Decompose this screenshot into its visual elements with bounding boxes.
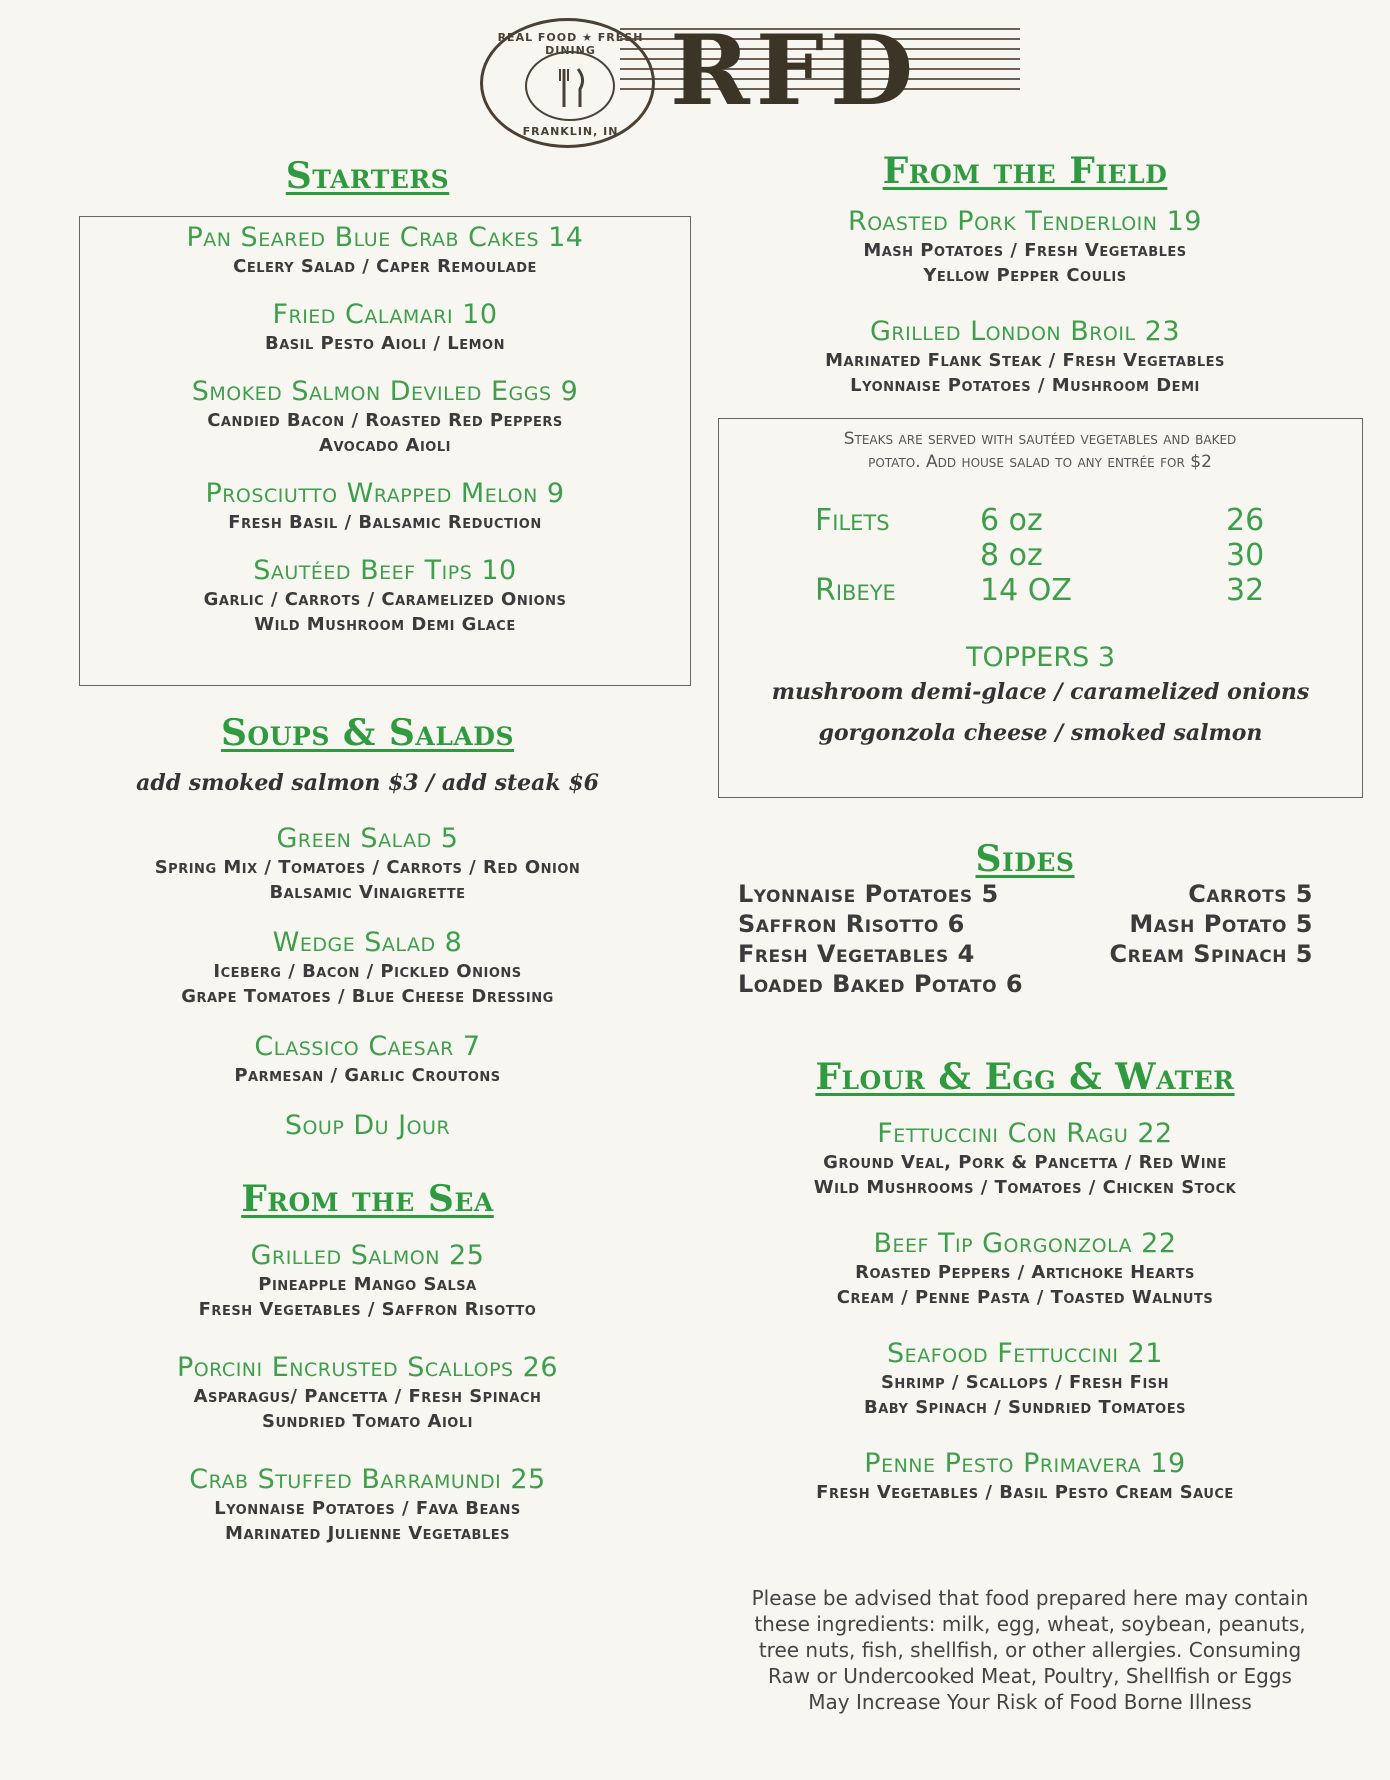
menu-item-description: Wild Mushrooms / Tomatoes / Chicken Stock — [813, 1177, 1237, 1198]
menu-item-name: Grilled London Broil 23 — [869, 316, 1180, 347]
steak-size: 8 oz — [980, 538, 1043, 573]
from-the-field-list — [730, 206, 1320, 426]
soups-salads-addons: add smoked salmon $3 / add steak $6 — [136, 770, 599, 796]
menu-item — [60, 823, 675, 905]
disclaimer-line: Please be advised that food prepared here may contain — [751, 1586, 1309, 1610]
pasta-heading: Flour & Egg & Water — [815, 1056, 1235, 1098]
menu-item — [80, 222, 690, 279]
menu-item — [80, 478, 690, 535]
starters-list — [80, 222, 690, 657]
restaurant-logo — [470, 8, 1030, 158]
menu-item — [80, 376, 690, 458]
side-item: Mash Potato 5 — [1129, 910, 1313, 938]
menu-item-description: Marinated Flank Steak / Fresh Vegetables — [825, 350, 1225, 371]
seal-bottom-text: FRANKLIN, IN — [522, 125, 619, 138]
menu-item-description: Lyonnaise Potatoes / Fava Beans — [214, 1498, 521, 1519]
disclaimer-line: Raw or Undercooked Meat, Poultry, Shellfish or Eggs — [768, 1664, 1292, 1688]
starters-heading: Starters — [285, 155, 450, 197]
menu-item-description: Basil Pesto Aioli / Lemon — [265, 333, 505, 354]
menu-item-name: Wedge Salad 8 — [272, 927, 463, 958]
menu-item — [60, 927, 675, 1009]
menu-item — [730, 316, 1320, 398]
pasta-list — [725, 1118, 1325, 1533]
soups-salads-heading: Soups & Salads — [220, 712, 515, 754]
steak-size: 14 OZ — [980, 573, 1072, 608]
logo-seal — [480, 18, 655, 148]
menu-item-description: Wild Mushroom Demi Glace — [254, 614, 516, 635]
menu-item-name: Seafood Fettuccini 21 — [887, 1338, 1163, 1369]
soups-salads-list — [60, 823, 675, 1164]
menu-item-description: Baby Spinach / Sundried Tomatoes — [864, 1397, 1186, 1418]
menu-item-description: Ground Veal, Pork & Pancetta / Red Wine — [823, 1152, 1227, 1173]
from-the-field-heading: From the Field — [882, 150, 1168, 192]
menu-item-description: Spring Mix / Tomatoes / Carrots / Red Onion — [154, 857, 581, 878]
menu-item-description: Fresh Vegetables / Saffron Risotto — [198, 1299, 537, 1320]
steak-size: 6 oz — [980, 503, 1043, 538]
menu-item — [725, 1448, 1325, 1505]
menu-item-description: Grape Tomatoes / Blue Cheese Dressing — [181, 986, 554, 1007]
menu-item — [60, 1031, 675, 1088]
steak-cut-label: Filets — [815, 503, 890, 538]
menu-item-description: Garlic / Carrots / Caramelized Onions — [203, 589, 567, 610]
side-item: Fresh Vegetables 4 — [738, 940, 975, 968]
menu-item-name: Green Salad 5 — [276, 823, 459, 854]
menu-item-name: Fettuccini Con Ragu 22 — [877, 1118, 1173, 1149]
menu-item-name: Smoked Salmon Deviled Eggs 9 — [191, 376, 579, 407]
side-item: Saffron Risotto 6 — [738, 910, 965, 938]
menu-item-description: Yellow Pepper Coulis — [923, 265, 1127, 286]
menu-item — [730, 206, 1320, 288]
logo-wordmark: RFD — [670, 14, 920, 127]
menu-item-description: Sundried Tomato Aioli — [262, 1411, 473, 1432]
menu-item-description: Iceberg / Bacon / Pickled Onions — [213, 961, 522, 982]
disclaimer-line: May Increase Your Risk of Food Borne Illness — [808, 1690, 1252, 1714]
menu-item-description: Shrimp / Scallops / Fresh Fish — [880, 1372, 1170, 1393]
from-the-sea-heading: From the Sea — [241, 1178, 494, 1220]
menu-item-name: Sautéed Beef Tips 10 — [253, 555, 517, 586]
menu-item-name: Fried Calamari 10 — [272, 299, 498, 330]
menu-item-description: Balsamic Vinaigrette — [269, 882, 466, 903]
menu-item-description: Parmesan / Garlic Croutons — [234, 1065, 501, 1086]
menu-item-name: Roasted Pork Tenderloin 19 — [848, 206, 1202, 237]
seal-top-text: REAL FOOD ★ FRESH DINING — [497, 31, 644, 57]
menu-item-name: Prosciutto Wrapped Melon 9 — [205, 478, 565, 509]
side-item: Loaded Baked Potato 6 — [738, 970, 1024, 998]
allergy-disclaimer — [720, 1585, 1340, 1715]
steak-price: 30 — [1226, 538, 1265, 573]
menu-item-description: Lyonnaise Potatoes / Mushroom Demi — [850, 375, 1200, 396]
menu-item-description: Roasted Peppers / Artichoke Hearts — [855, 1262, 1195, 1283]
steak-price: 26 — [1226, 503, 1265, 538]
menu-item-name: Pan Seared Blue Crab Cakes 14 — [186, 222, 584, 253]
menu-item — [80, 555, 690, 637]
seal-inner-ring — [525, 51, 615, 121]
menu-item-name: Crab Stuffed Barramundi 25 — [189, 1464, 546, 1495]
side-item: Carrots 5 — [1188, 880, 1313, 908]
menu-item-description: Fresh Vegetables / Basil Pesto Cream Sauce — [816, 1482, 1234, 1503]
menu-item — [80, 299, 690, 356]
menu-item-description: Mash Potatoes / Fresh Vegetables — [863, 240, 1187, 261]
disclaimer-line: tree nuts, fish, shellfish, or other allergies. Consuming — [758, 1638, 1302, 1662]
menu-item-name: Classico Caesar 7 — [254, 1031, 481, 1062]
toppers-line-2: gorgonzola cheese / smoked salmon — [818, 720, 1263, 746]
menu-item-name: Porcini Encrusted Scallops 26 — [176, 1352, 559, 1383]
menu-item-description: Celery Salad / Caper Remoulade — [233, 256, 537, 277]
menu-item — [60, 1464, 675, 1546]
menu-item — [725, 1118, 1325, 1200]
menu-item-name: Soup Du Jour — [284, 1110, 451, 1141]
menu-item-description: Fresh Basil / Balsamic Reduction — [228, 512, 542, 533]
steak-price: 32 — [1226, 573, 1265, 608]
menu-item — [60, 1110, 675, 1142]
menu-item-name: Penne Pesto Primavera 19 — [864, 1448, 1186, 1479]
menu-item — [725, 1338, 1325, 1420]
menu-item-description: Avocado Aioli — [319, 435, 451, 456]
menu-item-name: Beef Tip Gorgonzola 22 — [873, 1228, 1177, 1259]
toppers-heading: TOPPERS 3 — [965, 642, 1116, 673]
menu-item — [60, 1240, 675, 1322]
menu-item — [60, 1352, 675, 1434]
steaks-note-line-1: Steaks are served with sautéed vegetables and baked — [843, 429, 1237, 449]
menu-item — [725, 1228, 1325, 1310]
menu-item-description: Pineapple Mango Salsa — [258, 1274, 477, 1295]
menu-item-description: Asparagus/ Pancetta / Fresh Spinach — [193, 1386, 542, 1407]
side-item: Lyonnaise Potatoes 5 — [738, 880, 999, 908]
menu-item-name: Grilled Salmon 25 — [250, 1240, 485, 1271]
sides-heading: Sides — [975, 838, 1075, 880]
menu-item-description: Candied Bacon / Roasted Red Peppers — [207, 410, 563, 431]
side-item: Cream Spinach 5 — [1109, 940, 1313, 968]
toppers-line-1: mushroom demi-glace / caramelized onions — [771, 679, 1310, 705]
steak-cut-label: Ribeye — [815, 573, 896, 608]
from-the-sea-list — [60, 1240, 675, 1576]
utensils-icon — [552, 65, 592, 111]
steaks-note-line-2: potato. Add house salad to any entrée for $2 — [868, 452, 1212, 472]
menu-item-description: Marinated Julienne Vegetables — [225, 1523, 510, 1544]
disclaimer-line: these ingredients: milk, egg, wheat, soybean, peanuts, — [754, 1612, 1306, 1636]
menu-item-description: Cream / Penne Pasta / Toasted Walnuts — [836, 1287, 1214, 1308]
steaks-note — [725, 428, 1355, 474]
